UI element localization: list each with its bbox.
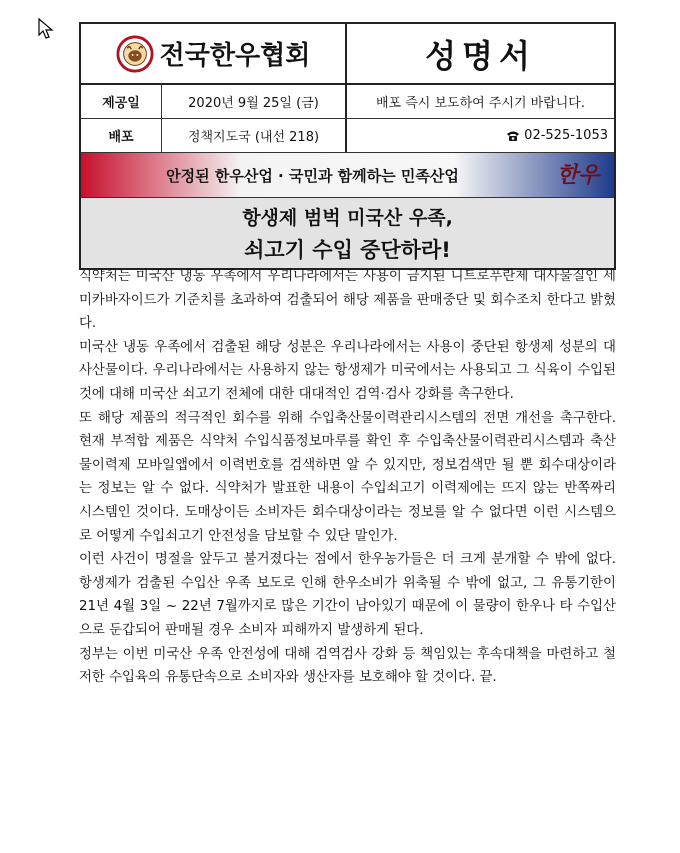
provided-label: 제공일 [81,85,162,118]
body-paragraph: 식약처는 미국산 냉동 우족에서 우리나라에서는 사용이 금지된 니트로푸란제 대사물질인 세미카바자이드가 기준치를 초과하여 검출되어 해당 제품을 판매중단 및 회수조치 한다고 밝혔다. [79,269,616,332]
statement-title [81,198,614,268]
banner-slogan: 안정된 한우산업 · 국민과 함께하는 민족산업 [166,167,459,185]
hanwoo-brand-logo: 한우 [556,162,600,188]
org-cell [81,24,347,83]
doc-type: 성명서 [425,36,536,75]
header-title-row [81,24,614,85]
pointer-cursor-icon [38,18,54,40]
distribution-label: 배포 [81,119,162,152]
title-line-1: 항생제 범벅 미국산 우족, [242,206,453,229]
phone-number: 02-525-1053 [524,128,608,143]
department: 정책지도국 (내선 218) [162,119,347,152]
body-paragraph: 또 해당 제품의 적극적인 회수를 위해 수입축산물이력관리시스템의 전면 개선을 촉구한다. 현재 부적합 제품은 식약처 수입식품정보마루를 확인 후 수입축산물이력관리시스템과 축산물이력제 모바일앱에서 이력번호를 검색하면 알 수 있지만, 정보검색만 될 뿐 회수대상이라는 정보는 알 수 없다. 식약처가 발표한 내용이 수입쇠고기 이력제에는 뜨지 않는 반쪽짜리 시스템인 것이다. 도매상이든 소비자든 회수대상이라는 정보를 알 수 없다면 이런 시스템으로 어떻게 수입쇠고기 안전성을 담보할 수 있단 말인가. [79,410,616,544]
association-logo-icon [116,35,154,73]
release-notice: 배포 즉시 보도하여 주시기 바랍니다. [375,96,586,111]
org-name: 전국한우협회 [159,41,311,71]
phone-contact [347,128,614,143]
body-paragraph: 이런 사건이 명절을 앞두고 불거졌다는 점에서 한우농가들은 더 크게 분개할 수 밖에 없다. 항생제가 검출된 수입산 우족 보도로 인해 한우소비가 위축될 수 밖에 없고, 그 유통기한이 21년 4월 3일 ~ 22년 7월까지로 많은 기간이 남아있기 때문에 이 물량이 한우나 타 수입산으로 둔갑되어 판매될 경우 소비자 피해까지 발생하게 된다. [79,552,616,638]
press-release-header [79,22,616,270]
body-paragraph: 정부는 이번 미국산 우족 안전성에 대해 검역검사 강화 등 책임있는 후속대책을 마련하고 철저한 수입육의 유통단속으로 소비자와 생산자를 보호해야 할 것이다. 끝. [79,646,616,686]
slogan-banner [81,153,614,198]
body-paragraph: 미국산 냉동 우족에서 검출된 해당 성분은 우리나라에서는 사용이 중단된 항생제 성분의 대사산물이다. 우리나라에서는 사용하지 않는 항생제가 미국에서는 사용되고 그 식육이 수입된 것에 대해 미국산 쇠고기 전체에 대한 대대적인 검역·검사 강화를 촉구한다. [79,339,616,402]
statement-body [79,265,616,690]
header-contact-row [81,119,614,153]
header-date-row [81,85,614,119]
release-date: 2020년 9월 25일 (금) [162,85,347,118]
telephone-icon [506,130,520,142]
title-line-2: 쇠고기 수입 중단하라! [244,237,451,262]
